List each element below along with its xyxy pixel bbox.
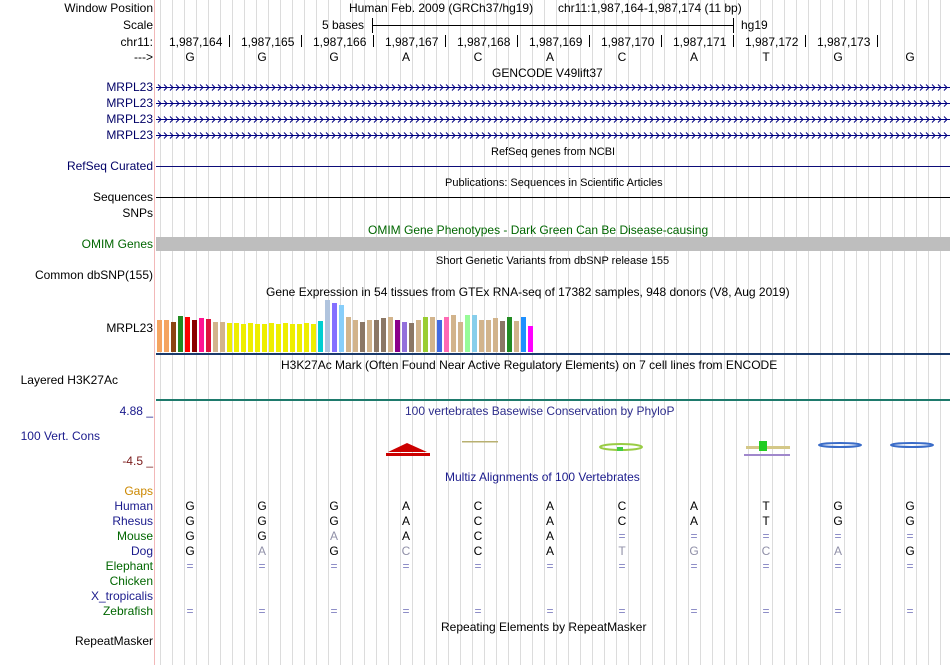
base-letter: T — [762, 50, 770, 64]
cons-name-label[interactable]: 100 Vert. Cons — [20, 429, 100, 443]
base-letter: G — [329, 50, 339, 64]
gencode-track-title: GENCODE V49lift37 — [492, 66, 603, 80]
alignment-cell: = — [834, 529, 842, 543]
sequences-label[interactable]: Sequences — [92, 190, 153, 204]
alignment-cell: = — [546, 559, 554, 573]
coordinate-tick-label: 1,987,168 — [457, 35, 511, 49]
alignment-cell: = — [186, 604, 194, 618]
coordinate-tick-label: 1,987,164 — [169, 35, 223, 49]
alignment-cell: A — [545, 514, 554, 528]
base-letter: G — [833, 50, 843, 64]
alignment-cell: = — [546, 604, 554, 618]
alignment-cell: A — [401, 514, 410, 528]
alignment-cell: = — [834, 604, 842, 618]
multiz-track-title: Multiz Alignments of 100 Vertebrates — [445, 470, 640, 484]
refseq-track-title: RefSeq genes from NCBI — [491, 146, 616, 158]
base-letter: A — [401, 50, 410, 64]
assembly-label: Human Feb. 2009 (GRCh37/hg19) — [349, 1, 534, 15]
omim-track-title: OMIM Gene Phenotypes - Dark Green Can Be Disease-causing — [368, 223, 709, 237]
alignment-cell: = — [906, 529, 914, 543]
alignment-cell: = — [762, 604, 770, 618]
coordinate-tick-label: 1,987,173 — [817, 35, 871, 49]
alignment-cell: = — [474, 559, 482, 573]
alignment-cell: A — [689, 514, 698, 528]
scale-text: 5 bases — [322, 18, 365, 32]
alignment-cell: G — [185, 514, 195, 528]
alignment-cell: C — [617, 514, 627, 528]
alignment-cell: G — [329, 499, 339, 513]
species-label-zebrafish[interactable]: Zebrafish — [102, 604, 153, 618]
gencode-item-1[interactable]: MRPL23 — [106, 80, 153, 94]
dbsnp-label[interactable]: Common dbSNP(155) — [34, 268, 153, 282]
alignment-cell: = — [474, 604, 482, 618]
alignment-cell: = — [402, 604, 410, 618]
cons-max-label: 4.88 _ — [119, 404, 153, 418]
gencode-item-2[interactable]: MRPL23 — [106, 96, 153, 110]
alignment-cell: A — [545, 544, 554, 558]
alignment-cell: A — [401, 529, 410, 543]
alignment-cell: G — [257, 529, 267, 543]
alignment-cell: C — [473, 514, 483, 528]
species-label-chicken[interactable]: Chicken — [109, 574, 153, 588]
alignment-cell: = — [330, 559, 338, 573]
alignment-cell: G — [329, 514, 339, 528]
alignment-cell: = — [402, 559, 410, 573]
alignment-cell: G — [185, 499, 195, 513]
alignment-cell: T — [762, 514, 770, 528]
base-letter: G — [905, 50, 915, 64]
species-label-rhesus[interactable]: Rhesus — [112, 514, 153, 528]
coordinate-tick-label: 1,987,166 — [313, 35, 367, 49]
window-position-label: Window Position — [64, 1, 153, 15]
alignment-cell: G — [329, 544, 339, 558]
alignment-cell: G — [905, 499, 915, 513]
h3k27ac-track-title: H3K27Ac Mark (Often Found Near Active Regulatory Elements) on 7 cell lines from ENCODE — [281, 358, 778, 372]
alignment-cell: G — [905, 544, 915, 558]
alignment-cell: A — [689, 499, 698, 513]
alignment-cell: C — [761, 544, 771, 558]
alignment-cell: = — [258, 559, 266, 573]
alignment-cell: = — [834, 559, 842, 573]
alignment-cell: G — [833, 499, 843, 513]
omim-label[interactable]: OMIM Genes — [81, 237, 153, 251]
phylop-track-title: 100 vertebrates Basewise Conservation by PhyloP — [405, 404, 675, 418]
alignment-cell: = — [618, 529, 626, 543]
publications-track-title: Publications: Sequences in Scientific Articles — [445, 177, 663, 189]
alignment-cell: G — [689, 544, 699, 558]
alignment-cell: C — [473, 544, 483, 558]
alignment-cell: A — [401, 499, 410, 513]
repeat-track-title: Repeating Elements by RepeatMasker — [441, 620, 647, 634]
gtex-label[interactable]: MRPL23 — [106, 321, 153, 335]
alignment-cell: T — [618, 544, 626, 558]
species-label-x_tropicalis[interactable]: X_tropicalis — [90, 589, 153, 603]
refseq-label[interactable]: RefSeq Curated — [66, 159, 153, 173]
coordinate-tick-label: 1,987,170 — [601, 35, 655, 49]
alignment-cell: = — [330, 604, 338, 618]
base-letter: G — [257, 50, 267, 64]
cons-min-label: -4.5 _ — [122, 454, 153, 468]
position-label: chr11:1,987,164-1,987,174 (11 bp) — [558, 1, 742, 15]
alignment-cell: = — [906, 559, 914, 573]
alignment-cell: G — [905, 514, 915, 528]
alignment-cell: C — [617, 499, 627, 513]
alignment-cell: = — [762, 529, 770, 543]
alignment-cell: A — [329, 529, 338, 543]
alignment-cell: C — [473, 529, 483, 543]
strand-label: ---> — [134, 50, 153, 64]
alignment-cell: G — [185, 529, 195, 543]
coordinate-tick-label: 1,987,165 — [241, 35, 295, 49]
chr-label: chr11: — [120, 35, 153, 49]
alignment-cell: G — [257, 514, 267, 528]
alignment-cell: = — [186, 559, 194, 573]
gtex-track-title: Gene Expression in 54 tissues from GTEx RNA-seq of 17382 samples, 948 donors (V8, Aug 2019) — [266, 285, 790, 299]
scale-label: Scale — [122, 18, 153, 32]
alignment-cell: = — [690, 604, 698, 618]
alignment-cell: = — [618, 604, 626, 618]
alignment-cell: = — [258, 604, 266, 618]
alignment-cell: = — [690, 529, 698, 543]
alignment-cell: G — [257, 499, 267, 513]
h3k27ac-label[interactable]: Layered H3K27Ac — [20, 373, 118, 387]
alignment-cell: T — [762, 499, 770, 513]
species-label-human[interactable]: Human — [114, 499, 153, 513]
coordinate-tick-label: 1,987,172 — [745, 35, 799, 49]
alignment-cell: G — [833, 514, 843, 528]
gencode-item-3[interactable]: MRPL23 — [106, 112, 153, 126]
base-letter: C — [617, 50, 627, 64]
alignment-cell: = — [618, 559, 626, 573]
alignment-cell: A — [257, 544, 266, 558]
alignment-cell: G — [185, 544, 195, 558]
coordinate-tick-label: 1,987,167 — [385, 35, 439, 49]
gencode-item-4[interactable]: MRPL23 — [106, 128, 153, 142]
coordinate-tick-label: 1,987,171 — [673, 35, 727, 49]
alignment-cell: A — [833, 544, 842, 558]
phylop-logo-a — [386, 443, 430, 456]
base-letter: A — [689, 50, 698, 64]
alignment-cell: A — [545, 499, 554, 513]
gaps-label: Gaps — [124, 484, 153, 498]
snps-label[interactable]: SNPs — [122, 206, 153, 220]
alignment-cell: = — [690, 559, 698, 573]
species-label-elephant[interactable]: Elephant — [105, 559, 153, 573]
alignment-cell: A — [545, 529, 554, 543]
species-label-mouse[interactable]: Mouse — [116, 529, 153, 543]
alignment-cell: = — [762, 559, 770, 573]
species-label-dog[interactable]: Dog — [130, 544, 153, 558]
base-letter: A — [545, 50, 554, 64]
base-letter: C — [473, 50, 483, 64]
dbsnp-track-title: Short Genetic Variants from dbSNP release 155 — [436, 255, 670, 267]
db-label: hg19 — [741, 18, 768, 32]
alignment-cell: C — [401, 544, 411, 558]
coordinate-tick-label: 1,987,169 — [529, 35, 583, 49]
base-letter: G — [185, 50, 195, 64]
alignment-cell: = — [906, 604, 914, 618]
alignment-cell: C — [473, 499, 483, 513]
repeatmasker-label[interactable]: RepeatMasker — [74, 634, 153, 648]
